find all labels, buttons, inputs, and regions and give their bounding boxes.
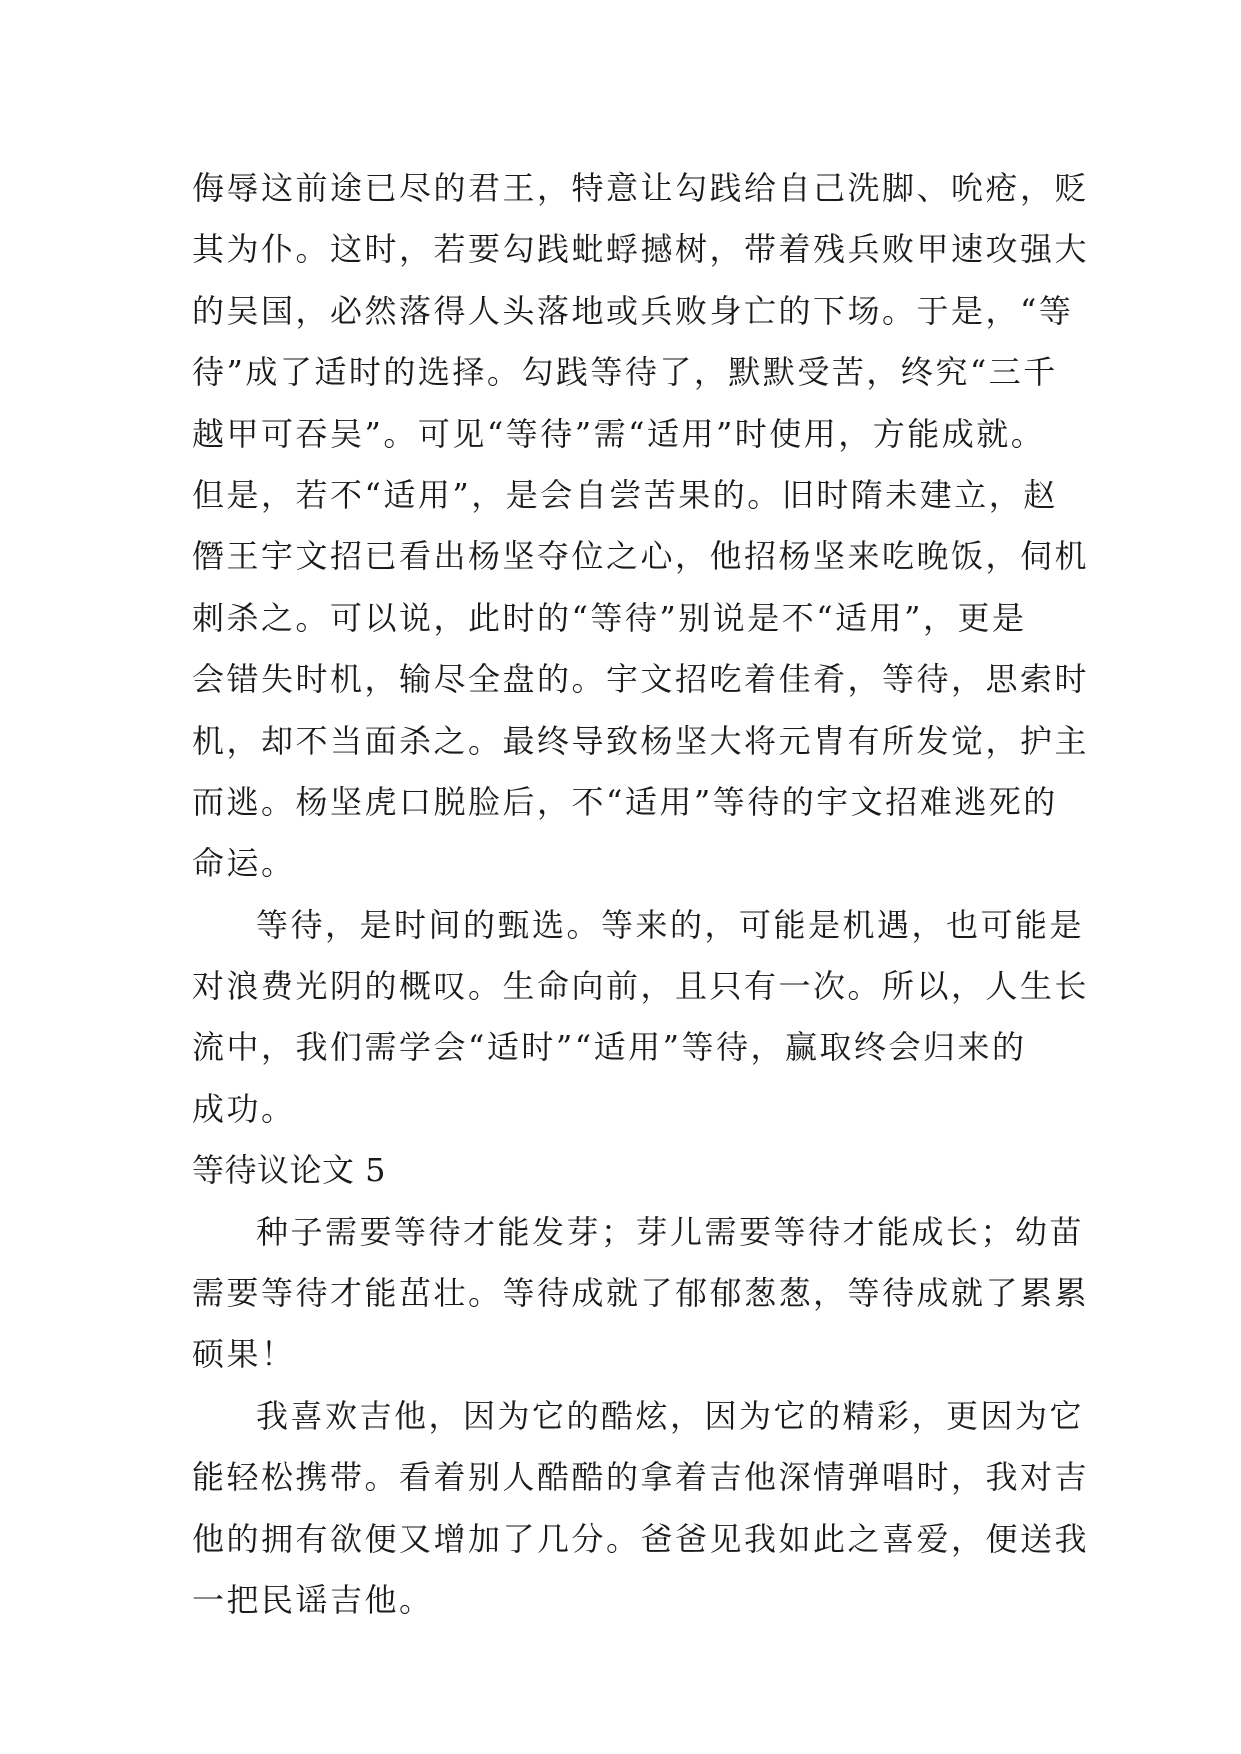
text-line: 待”成了适时的选择。勾践等待了，默默受苦，终究“三千 (192, 353, 1058, 392)
text-line: 命运。 (192, 844, 296, 883)
text-line: 我喜欢吉他，因为它的酷炫，因为它的精彩，更因为它 (256, 1396, 1085, 1435)
text-line: 硕果！ (192, 1335, 296, 1374)
text-line: 但是，若不“适用”，是会自尝苦果的。旧时隋未建立，赵 (192, 475, 1058, 514)
text-line: 而逃。杨坚虎口脱脸后，不“适用”等待的宇文招难逃死的 (192, 782, 1058, 821)
text-line: 能轻松携带。看着别人酷酷的拿着吉他深情弹唱时，我对吉 (192, 1458, 1090, 1497)
text-line: 成功。 (192, 1089, 296, 1128)
text-line: 对浪费光阴的概叹。生命向前，且只有一次。所以，人生长 (192, 967, 1090, 1006)
text-line: 越甲可吞吴”。可见“等待”需“适用”时使用，方能成就。 (192, 414, 1046, 453)
paragraph (192, 895, 1090, 1141)
text-line: 一把民谣吉他。 (192, 1580, 434, 1619)
paragraph (192, 1386, 1090, 1632)
text-line: 机，却不当面杀之。最终导致杨坚大将元胄有所发觉，护主 (192, 721, 1090, 760)
text-line: 的吴国，必然落得人头落地或兵败身亡的下场。于是，“等 (192, 291, 1074, 330)
paragraph (192, 1202, 1090, 1386)
text-line: 等待，是时间的甄选。等来的，可能是机遇，也可能是 (256, 905, 1085, 944)
text-line: 刺杀之。可以说，此时的“等待”别说是不“适用”，更是 (192, 598, 1027, 637)
text-line: 种子需要等待才能发芽；芽儿需要等待才能成长；幼苗 (256, 1212, 1085, 1251)
text-line: 僭王宇文招已看出杨坚夺位之心，他招杨坚来吃晚饭，伺机 (192, 537, 1090, 576)
text-line: 流中，我们需学会“适时”“适用”等待，赢取终会归来的 (192, 1028, 1027, 1067)
section-heading (192, 1140, 1062, 1201)
text-line: 他的拥有欲便又增加了几分。爸爸见我如此之喜爱，便送我 (192, 1519, 1090, 1558)
document-body (192, 158, 1090, 1631)
paragraph (192, 158, 1090, 895)
text-line: 侮辱这前途已尽的君王，特意让勾践给自己洗脚、吮疮，贬 (192, 169, 1090, 207)
text-line: 会错失时机，输尽全盘的。宇文招吃着佳肴，等待，思索时 (192, 660, 1090, 699)
text-line: 需要等待才能茁壮。等待成就了郁郁葱葱，等待成就了累累 (192, 1274, 1090, 1313)
text-line: 其为仆。这时，若要勾践蚍蜉撼树，带着残兵败甲速攻强大 (192, 230, 1090, 269)
heading-text: 等待议论文 5 (192, 1151, 387, 1190)
